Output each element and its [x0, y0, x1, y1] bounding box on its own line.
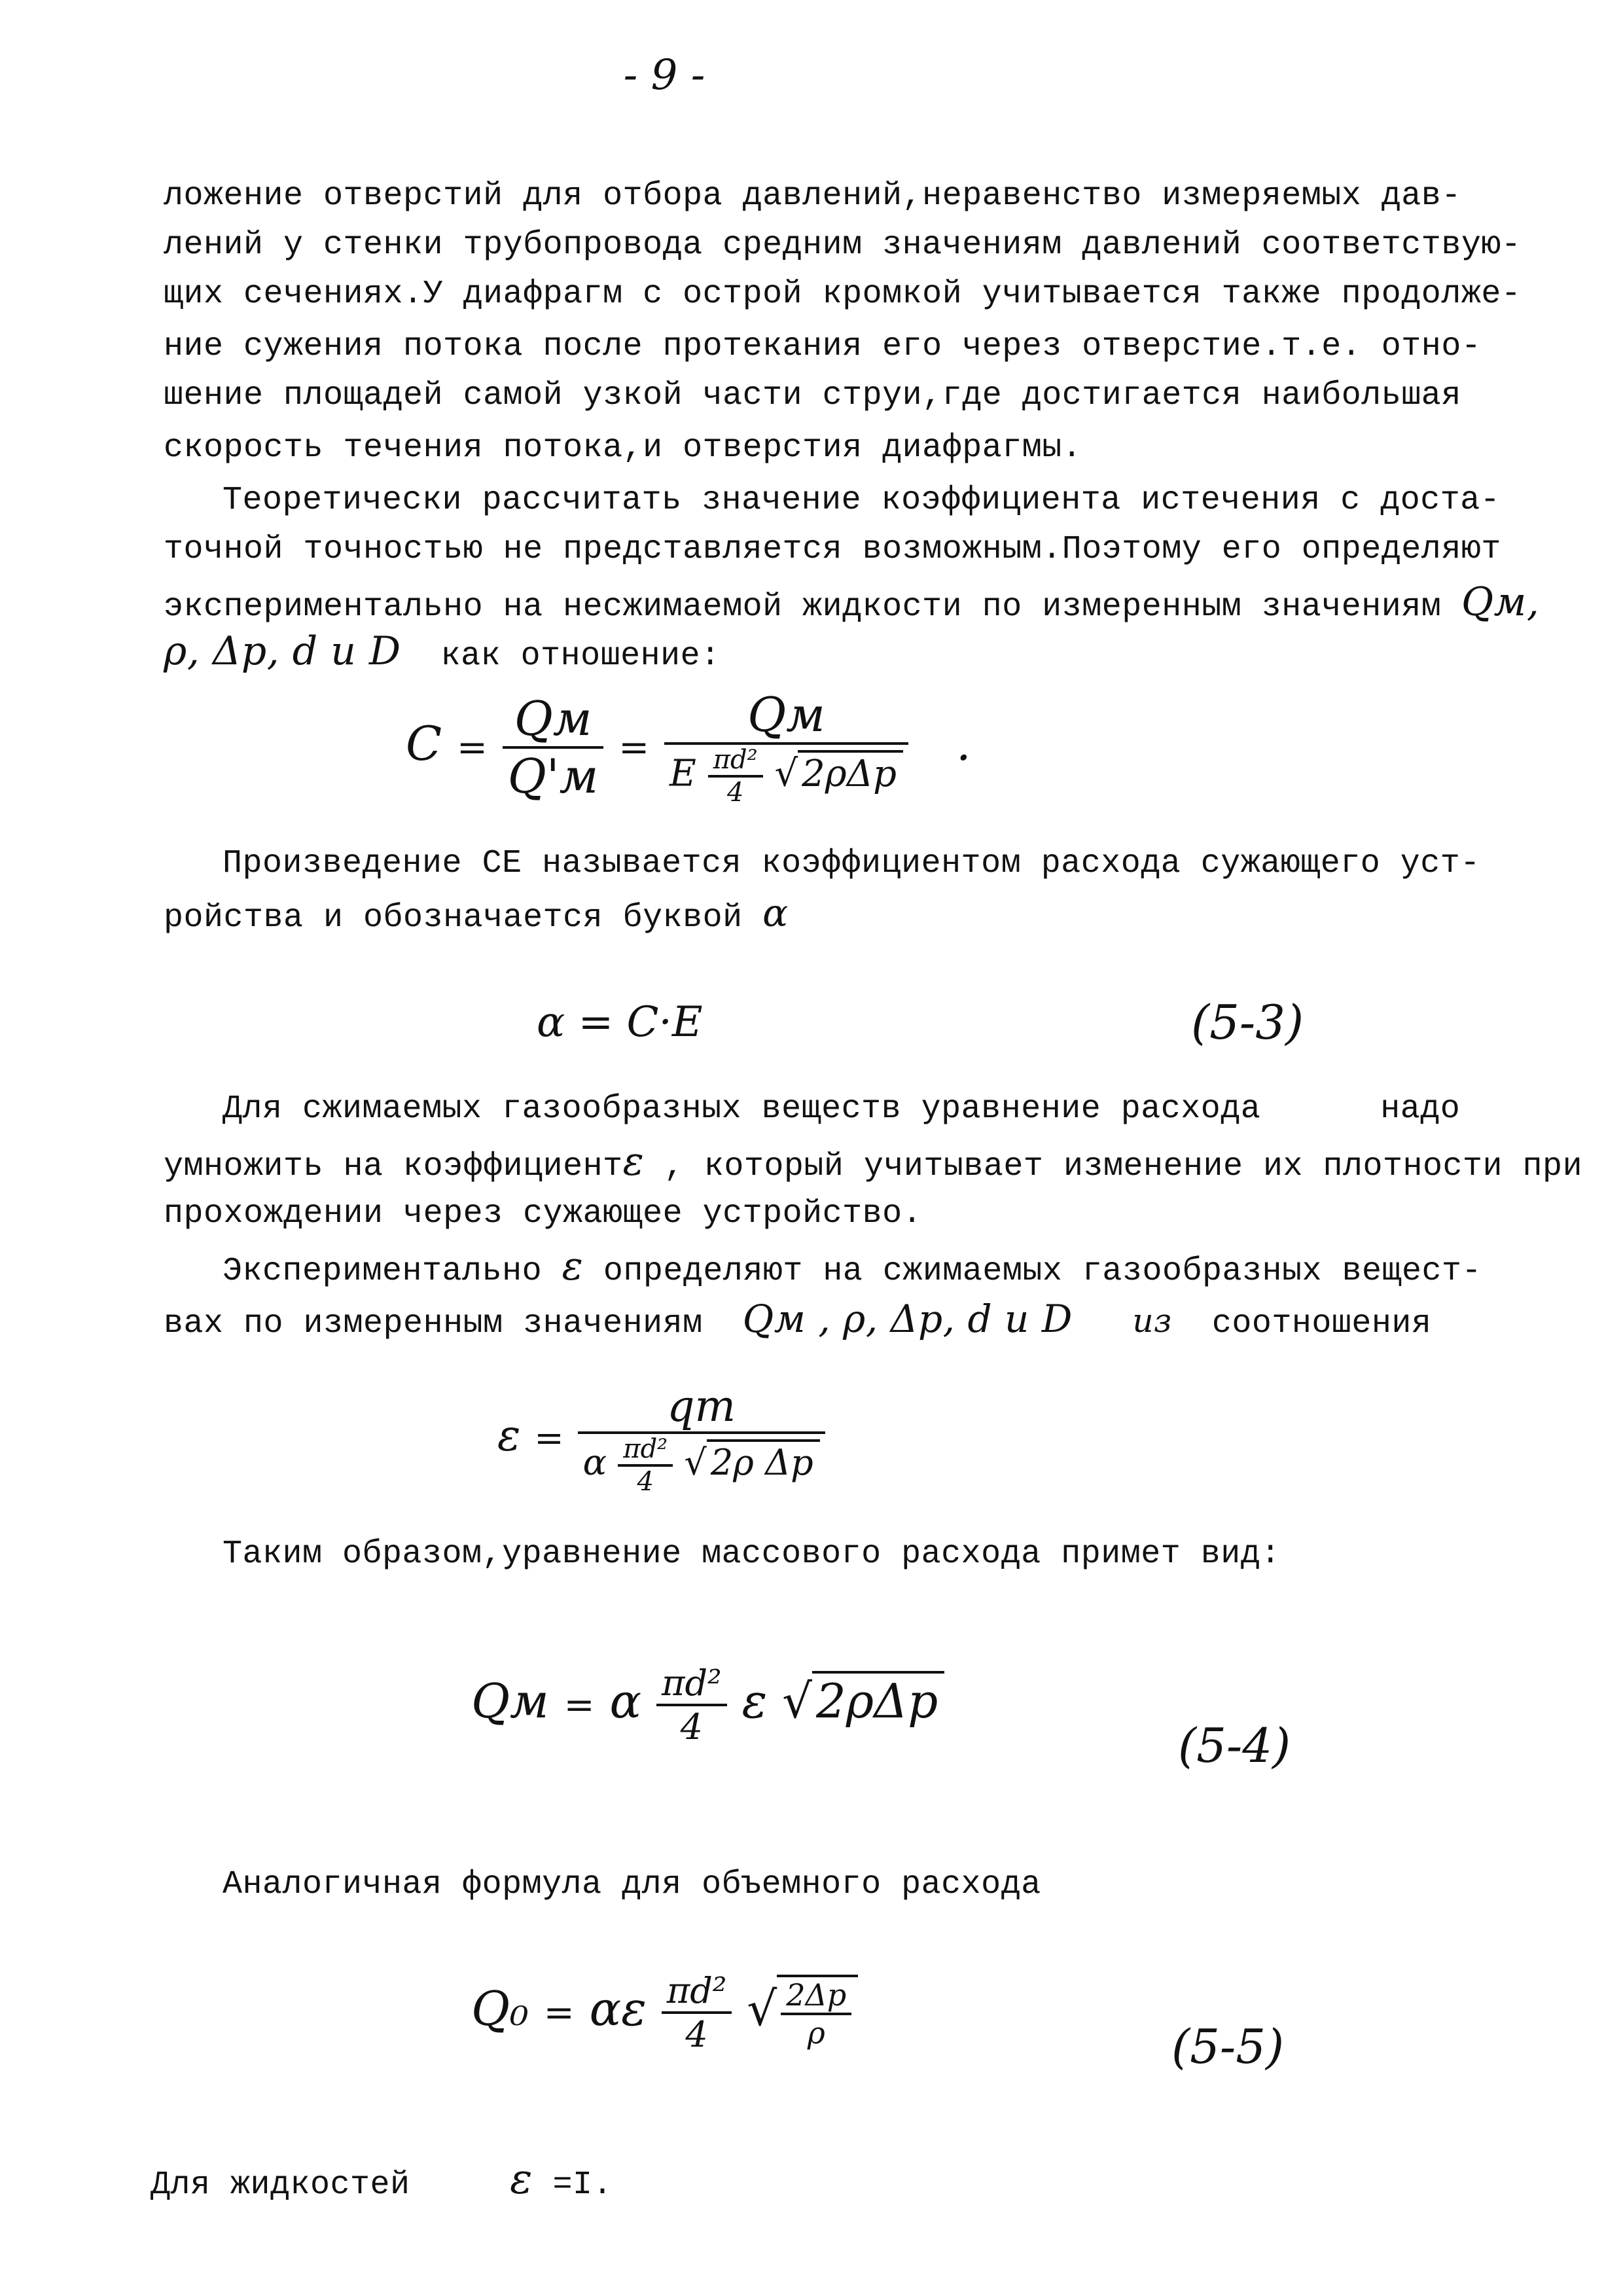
- text-line: лений у стенки трубопровода средним значениям давлений соответствую-: [164, 226, 1522, 264]
- text-line: Аналогичная формула для объемного расхода: [223, 1866, 1041, 1903]
- text-line: экспериментально на несжимаемой жидкости по измеренным значениям Qм,: [164, 579, 1540, 626]
- equation-number: (5-3): [1191, 995, 1304, 1050]
- equation-number: (5-4): [1178, 1718, 1291, 1773]
- text-line: щих сечениях.У диафрагм с острой кромкой учитывается также продолже-: [164, 276, 1522, 313]
- text-line: Для жидкостей ε =I.: [151, 2155, 613, 2204]
- page-number: - 9 -: [623, 51, 705, 99]
- formula-epsilon: ε = qm α $\frac{\text{πd²}}{4}$ √ 2ρ Δp: [497, 1381, 825, 1497]
- text-line: вах по измеренным значениям Qм , ρ, Δp, d и D из соотношения: [164, 1297, 1432, 1342]
- text-line: точной точностью не представляется возможным.Поэтому его определяют: [164, 531, 1501, 568]
- text-line: Экспериментально ε определяют на сжимаемых газообразных вещест-: [223, 1244, 1482, 1290]
- formula-mass-flow: Qм = α $\frac{\text{πd²}}{4}$ ε √2ρΔp: [471, 1662, 944, 1748]
- text-line: умножить на коэффициентε , который учитывает изменение их плотности при: [164, 1139, 1583, 1185]
- text-line: ρ, Δp, d и D как отношение:: [164, 628, 721, 675]
- formula-coefficient-C: C = $\frac{Qм}{Q'м}$ = Qм E $\frac{\text{πd²}}{4}$ √ 2ρΔp .: [406, 687, 971, 808]
- text-line: скорость течения потока,и отверстия диафрагмы.: [164, 429, 1082, 467]
- text-line: ройства и обозначается буквой α: [164, 891, 789, 937]
- variables-list: Qм , ρ, Δp, d и D: [742, 1297, 1073, 1341]
- formula-alpha: α = C·E: [537, 998, 703, 1047]
- text-line: шение площадей самой узкой части струи,где достигается наибольшая: [164, 377, 1461, 414]
- text-line: Произведение CE называется коэффициентом расхода сужающего уст-: [223, 845, 1480, 882]
- alpha-symbol: α: [762, 891, 789, 935]
- text-line: прохождении через сужающее устройство.: [164, 1195, 923, 1232]
- text-line: ложение отверстий для отбора давлений,неравенство измеряемых дав-: [164, 177, 1461, 215]
- text-line: Теоретически рассчитать значение коэффициента истечения с доста-: [223, 482, 1501, 519]
- variables-list: ρ, Δp, d и D: [164, 628, 401, 674]
- text-line: Для сжимаемых газообразных веществ уравнение расхода надо: [223, 1090, 1461, 1128]
- text-line: Таким образом,уравнение массового расхода примет вид:: [223, 1535, 1281, 1573]
- text-line: ние сужения потока после протекания его через отверстие.т.е. отно-: [164, 328, 1482, 365]
- formula-volume-flow: Q₀ = αε $\frac{\text{πd²}}{4}$ √ $\frac{2\Delta p}{\rho}$: [471, 1970, 858, 2055]
- equation-number: (5-5): [1171, 2019, 1285, 2074]
- variable-Q: Qм,: [1461, 579, 1540, 625]
